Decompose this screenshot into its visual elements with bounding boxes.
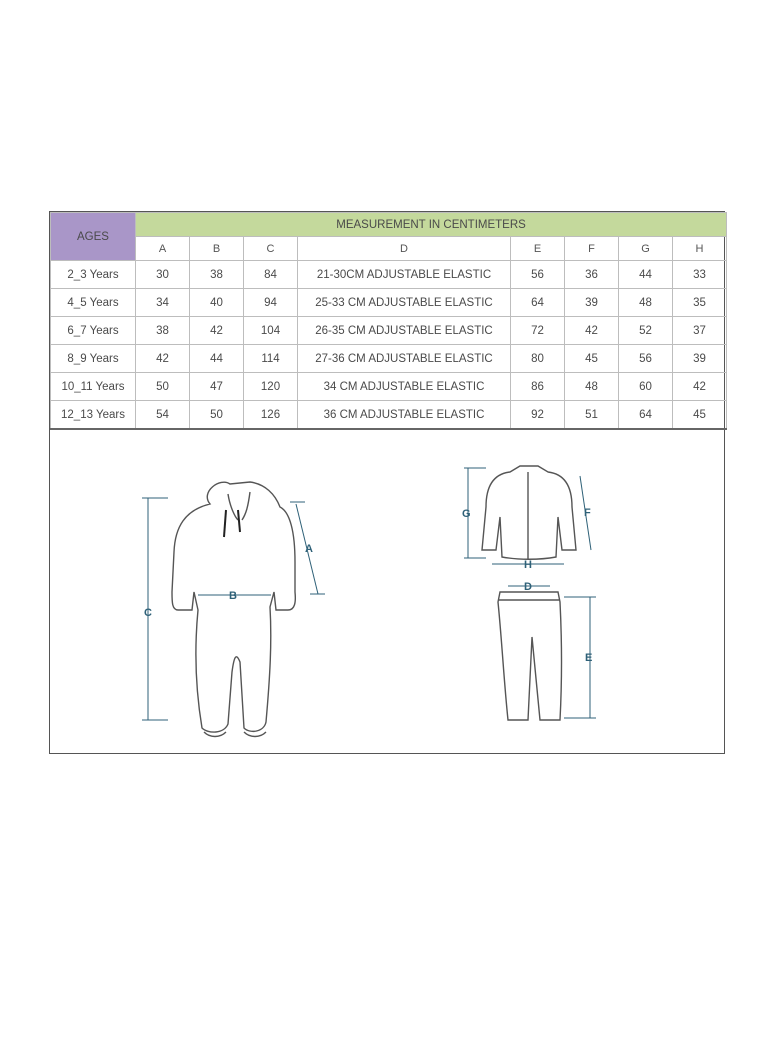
pants-illustration [498, 592, 562, 720]
cell: 86 [511, 373, 565, 401]
column-header-a: A [136, 237, 190, 261]
cell: 45 [673, 401, 727, 430]
age-cell: 10_11 Years [51, 373, 136, 401]
cell: 56 [511, 261, 565, 289]
age-cell: 2_3 Years [51, 261, 136, 289]
table-row [51, 261, 727, 289]
ages-header: AGES [51, 213, 136, 261]
cell: 104 [244, 317, 298, 345]
label-d: D [524, 581, 532, 593]
cell: 42 [136, 345, 190, 373]
cell: 33 [673, 261, 727, 289]
cell: 84 [244, 261, 298, 289]
size-chart [49, 211, 725, 754]
age-cell: 6_7 Years [51, 317, 136, 345]
label-a: A [305, 543, 313, 555]
cell: 50 [136, 373, 190, 401]
table-row [51, 317, 727, 345]
column-header-c: C [244, 237, 298, 261]
cell: 44 [190, 345, 244, 373]
column-header-b: B [190, 237, 244, 261]
cell: 45 [565, 345, 619, 373]
column-header-g: G [619, 237, 673, 261]
cell: 36 [565, 261, 619, 289]
column-header-e: E [511, 237, 565, 261]
cell: 64 [619, 401, 673, 430]
cell: 60 [619, 373, 673, 401]
cell: 44 [619, 261, 673, 289]
column-header-h: H [673, 237, 727, 261]
table-row [51, 289, 727, 317]
cell: 38 [190, 261, 244, 289]
measurement-table [50, 212, 727, 430]
column-header-f: F [565, 237, 619, 261]
cell: 48 [565, 373, 619, 401]
cell: 42 [565, 317, 619, 345]
cell: 52 [619, 317, 673, 345]
cell: 42 [190, 317, 244, 345]
cell: 34 CM ADJUSTABLE ELASTIC [298, 373, 511, 401]
cell: 51 [565, 401, 619, 430]
cell: 40 [190, 289, 244, 317]
label-c: C [144, 607, 152, 619]
shirt-illustration [482, 466, 576, 559]
cell: 21-30CM ADJUSTABLE ELASTIC [298, 261, 511, 289]
cell: 27-36 CM ADJUSTABLE ELASTIC [298, 345, 511, 373]
cell: 30 [136, 261, 190, 289]
cell: 34 [136, 289, 190, 317]
cell: 25-33 CM ADJUSTABLE ELASTIC [298, 289, 511, 317]
cell: 26-35 CM ADJUSTABLE ELASTIC [298, 317, 511, 345]
table-row [51, 345, 727, 373]
cell: 39 [565, 289, 619, 317]
age-cell: 4_5 Years [51, 289, 136, 317]
age-cell: 8_9 Years [51, 345, 136, 373]
label-b: B [229, 590, 237, 602]
cell: 72 [511, 317, 565, 345]
onesie-illustration [172, 482, 295, 737]
label-f: F [584, 507, 591, 519]
cell: 54 [136, 401, 190, 430]
cell: 92 [511, 401, 565, 430]
cell: 35 [673, 289, 727, 317]
label-g: G [462, 508, 471, 520]
cell: 42 [673, 373, 727, 401]
cell: 114 [244, 345, 298, 373]
cell: 38 [136, 317, 190, 345]
label-e: E [585, 652, 593, 664]
cell: 94 [244, 289, 298, 317]
measurement-title: MEASUREMENT IN CENTIMETERS [136, 213, 727, 237]
table-row [51, 401, 727, 430]
cell: 126 [244, 401, 298, 430]
label-h: H [524, 559, 532, 571]
cell: 47 [190, 373, 244, 401]
age-cell: 12_13 Years [51, 401, 136, 430]
cell: 39 [673, 345, 727, 373]
cell: 36 CM ADJUSTABLE ELASTIC [298, 401, 511, 430]
table-row [51, 373, 727, 401]
garment-diagram [50, 432, 723, 752]
cell: 80 [511, 345, 565, 373]
cell: 37 [673, 317, 727, 345]
cell: 56 [619, 345, 673, 373]
cell: 50 [190, 401, 244, 430]
column-header-d: D [298, 237, 511, 261]
cell: 120 [244, 373, 298, 401]
cell: 64 [511, 289, 565, 317]
cell: 48 [619, 289, 673, 317]
